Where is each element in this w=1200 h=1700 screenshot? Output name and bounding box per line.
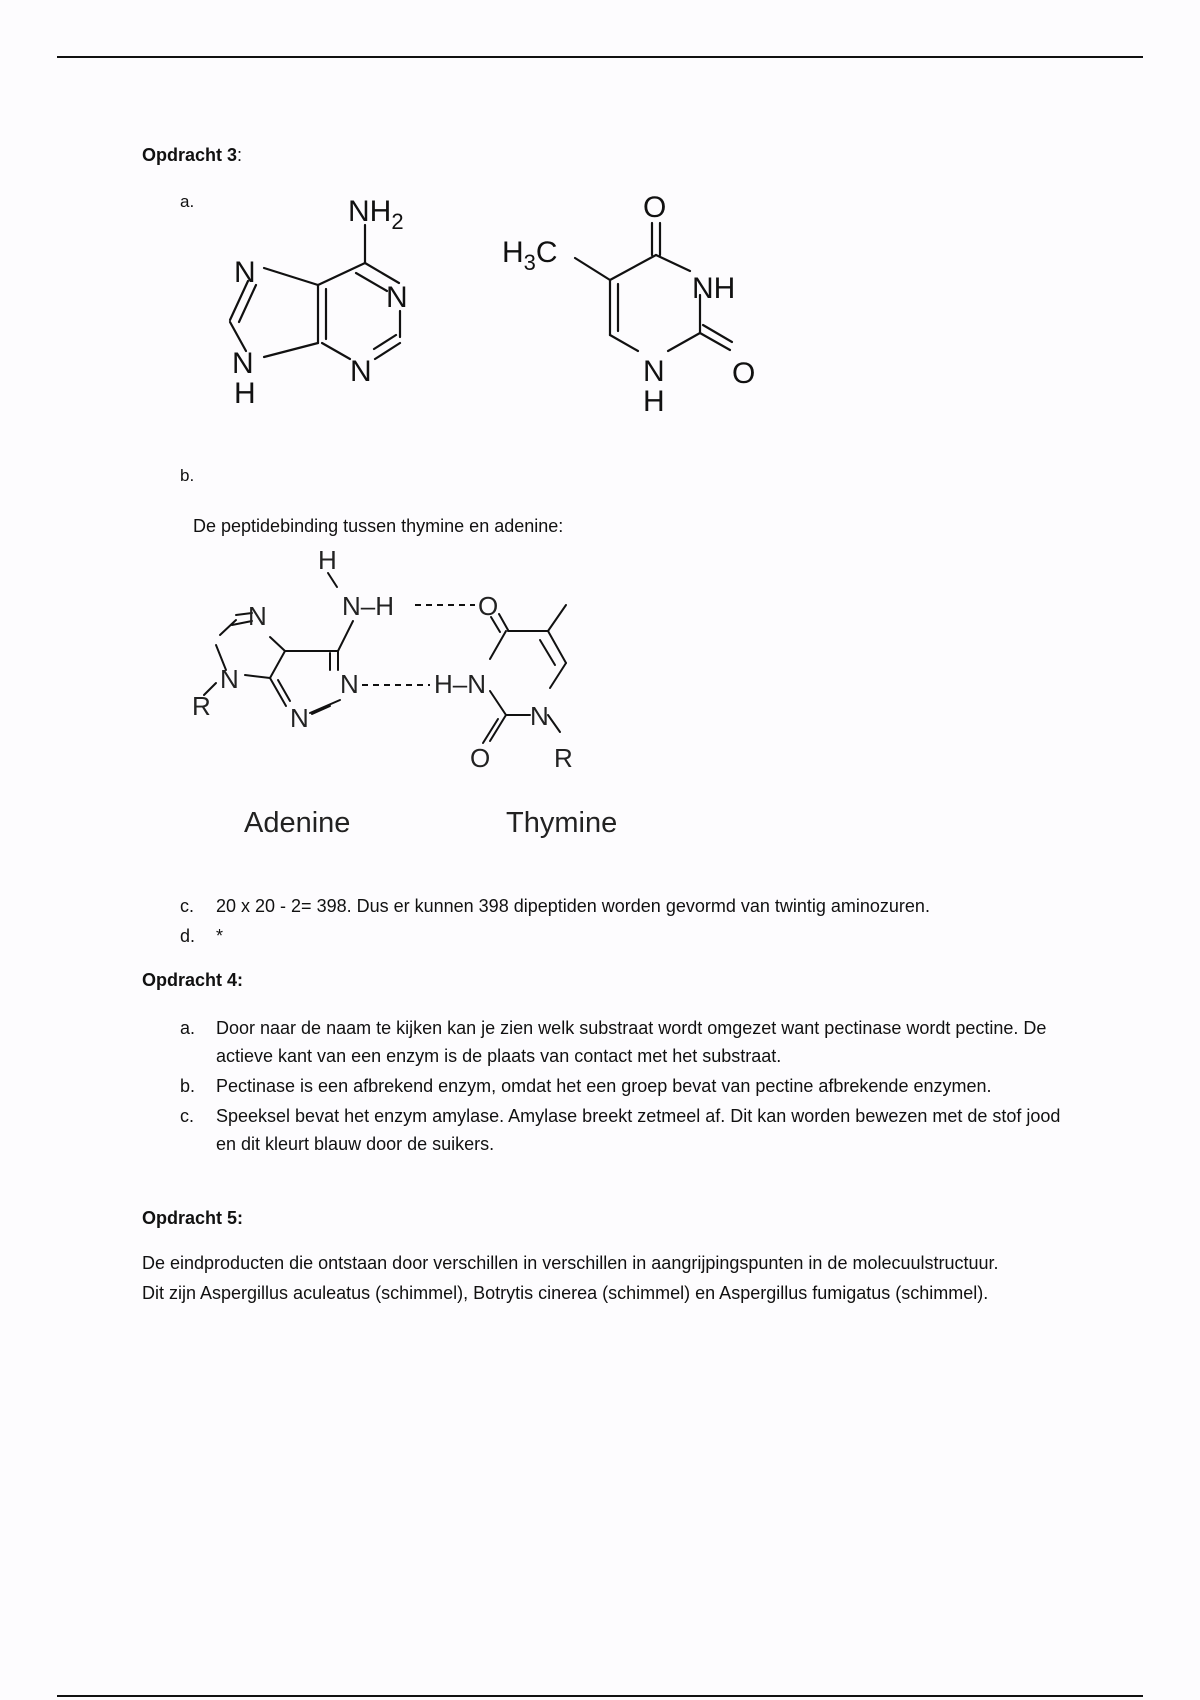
adenine-n3-label: N	[350, 355, 372, 388]
adenine-nh2-label	[348, 195, 404, 234]
adenine-h9-label: H	[234, 377, 256, 410]
adenine-n9-label: N	[232, 347, 254, 380]
thymine-structure	[500, 185, 780, 425]
opdracht-4-heading: Opdracht 4:	[142, 970, 244, 990]
pair-top-h: H	[318, 545, 337, 575]
list-item	[144, 922, 1064, 950]
adenine-n1-label: N	[386, 281, 408, 314]
pair-hn-donor: H–N	[434, 669, 487, 699]
pair-r-adenine: R	[192, 691, 211, 721]
thymine-o-top: O	[643, 191, 667, 224]
list-text: 20 x 20 - 2= 398. Dus er kunnen 398 dipeptiden worden gevormd van twintig aminozuren.	[216, 896, 930, 916]
list-marker: c.	[180, 896, 195, 916]
pair-n3: N	[290, 703, 309, 733]
pair-n-thymine: N	[530, 701, 549, 731]
pair-nh-donor: N–H	[342, 591, 395, 621]
pair-r-thymine: R	[554, 743, 573, 773]
list-marker: b.	[180, 1076, 196, 1096]
list-text: Door naar de naam te kijken kan je zien welk substraat wordt omgezet want pectinase wordt pectine. De actieve kant van een enzym is de plaats van contact met het substraat.	[216, 1018, 1047, 1066]
adenine-structure	[210, 185, 440, 425]
opdracht-3-heading	[142, 145, 242, 166]
list-item	[144, 1072, 1064, 1100]
pair-n7: N	[248, 601, 267, 631]
thymine-h3c-sub: 3	[523, 250, 536, 275]
thymine-n-label: N	[643, 355, 665, 388]
opdracht-4-list	[144, 1014, 1064, 1160]
thymine-label: Thymine	[506, 807, 618, 839]
list-item	[144, 1102, 1064, 1158]
opdracht-3-heading-text: Opdracht 3	[142, 145, 238, 165]
thymine-h-label: H	[643, 385, 665, 418]
list-item	[144, 1014, 1064, 1070]
list-marker: c.	[180, 1106, 195, 1126]
thymine-nh-label: NH	[692, 272, 736, 305]
base-pair-diagram	[190, 545, 660, 855]
pair-o-bottom: O	[470, 743, 491, 773]
opdracht-5-text: De eindproducten die ontstaan door verschillen in verschillen in aangrijpingspunten in de molecuulstructuur. Dit zijn Aspergillus aculeatus (schimmel), Botrytis cinerea (schimmel) en Aspergillus fumigatus (schimmel).	[142, 1253, 999, 1303]
adenine-label: Adenine	[244, 807, 351, 839]
opdracht-3-list	[144, 892, 1064, 952]
list-marker: a.	[180, 1018, 196, 1038]
item-b-marker: b.	[180, 466, 195, 485]
adenine-nh2-n: NH	[348, 195, 392, 228]
opdracht-3-heading-colon: :	[237, 145, 243, 165]
binding-caption: De peptidebinding tussen thymine en adenine:	[193, 516, 564, 536]
item-a-marker: a.	[180, 192, 195, 211]
list-text: Speeksel bevat het enzym amylase. Amylase breekt zetmeel af. Dit kan worden bewezen met de stof jood en dit kleurt blauw door de suikers.	[216, 1106, 1061, 1154]
bottom-rule	[57, 1695, 1143, 1697]
opdracht-5-heading: Opdracht 5:	[142, 1208, 244, 1228]
pair-n9: N	[220, 664, 239, 694]
thymine-o-right: O	[732, 357, 756, 390]
list-text: Pectinase is een afbrekend enzym, omdat het een groep bevat van pectine afbrekende enzymen.	[216, 1076, 992, 1096]
adenine-nh2-sub: 2	[391, 209, 404, 234]
list-marker: d.	[180, 926, 196, 946]
thymine-h3c-c: C	[535, 236, 558, 269]
list-text: *	[216, 926, 224, 946]
pair-o-acceptor: O	[478, 591, 499, 621]
thymine-h3c-h: H	[502, 236, 524, 269]
thymine-h3c-label	[502, 236, 558, 275]
adenine-n7-label: N	[234, 256, 256, 289]
list-item	[144, 892, 1064, 920]
top-rule	[57, 56, 1143, 58]
pair-n1-acceptor: N	[340, 669, 359, 699]
